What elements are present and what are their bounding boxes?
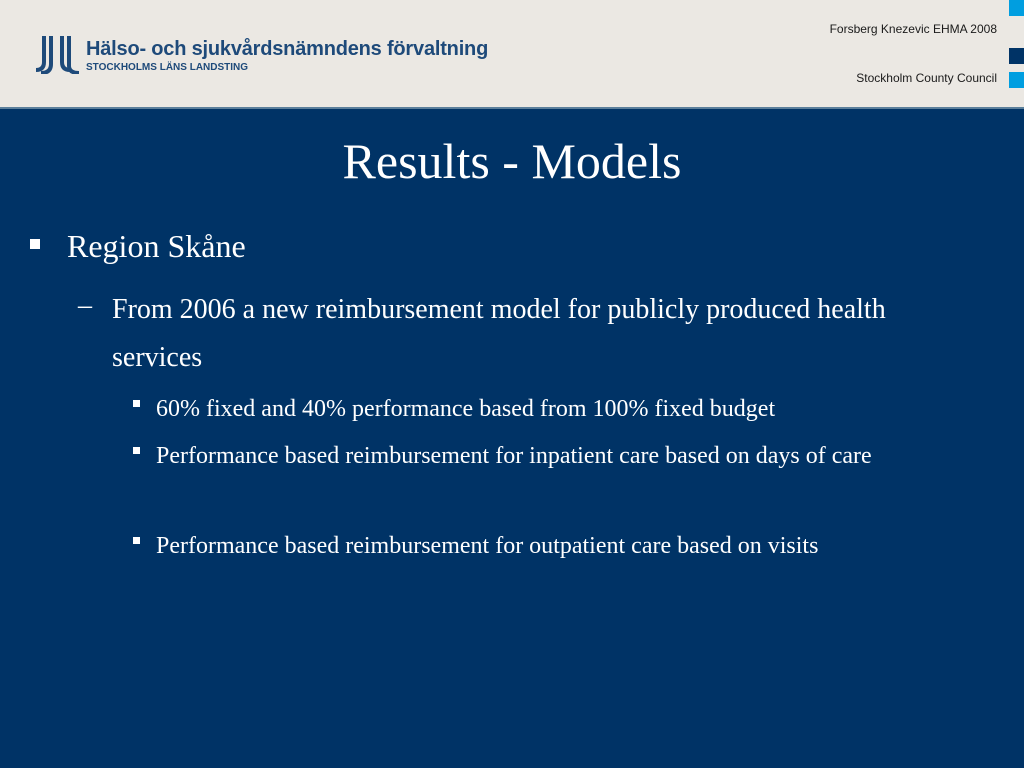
- square-bullet-icon: [133, 400, 140, 407]
- bullet-text: Region Skåne: [67, 228, 246, 264]
- slide-header: [0, 0, 1024, 109]
- organization-subtitle: STOCKHOLMS LÄNS LANDSTING: [86, 62, 249, 73]
- organization-name: Hälso- och sjukvårdsnämndens förvaltning: [86, 38, 489, 60]
- decorative-square: [1009, 48, 1024, 64]
- decorative-square: [1009, 0, 1024, 16]
- bullet-text: From 2006 a new reimbursement model for publicly produced health services: [112, 294, 886, 373]
- council-label: Stockholm County Council: [856, 71, 997, 85]
- square-bullet-icon: [133, 537, 140, 544]
- decorative-square: [1009, 72, 1024, 88]
- square-bullet-icon: [30, 239, 40, 249]
- square-bullet-icon: [133, 447, 140, 454]
- bullet-text: Performance based reimbursement for outpatient care based on visits: [156, 533, 819, 559]
- author-label: Forsberg Knezevic EHMA 2008: [829, 22, 997, 36]
- bullet-text: 60% fixed and 40% performance based from 100% fixed budget: [156, 396, 776, 422]
- dash-bullet-icon: –: [78, 290, 92, 321]
- bullet-text: Performance based reimbursement for inpatient care based on days of care: [156, 443, 872, 469]
- landsting-logo-icon: [34, 36, 80, 74]
- slide-title: Results - Models: [342, 133, 682, 189]
